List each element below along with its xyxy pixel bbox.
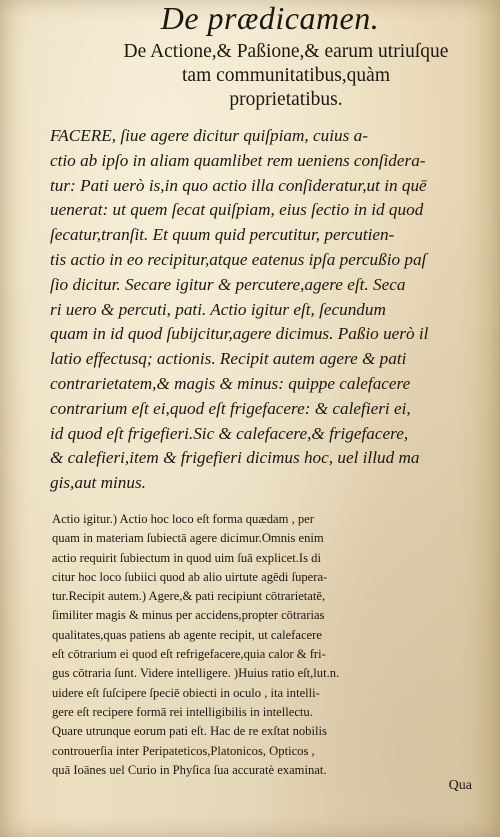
text-line: ri uero & percuti, pati. Actio igitur eſt, ſecundum [50,299,386,319]
commentary-line: qualitates,quas patiens ab agente recipit, ut calefacere [52,627,322,642]
text-line: ctio ab ipſo in aliam quamlibet rem ueniens conſidera- [50,150,426,170]
text-line: ſio dicitur. Secare igitur & percutere,agere eſt. Seca [50,274,406,294]
text-line: contrarium eſt ei,quod eſt frigefacere: & calefieri ei, [50,398,411,418]
running-head [0,0,500,36]
section-title-line: tam communitatibus,quàm [182,65,390,86]
commentary-line: controuerſia inter Peripateticos,Platonicos, Opticos , [52,743,315,758]
commentary-line: Actio igitur.) Actio hoc loco eſt forma quædam , per [52,512,314,526]
section-title-line: De Actione,& Paßione,& earum utriuſque [123,41,449,62]
commentary [52,510,482,780]
text-line: uenerat: ut quem ſecat quiſpiam, eius ſectio in id quod [50,200,424,220]
commentary-line: gus cōtraria ſunt. Videre intelligere. )Huius ratio eſt,lut.n. [52,666,340,681]
commentary-line: tur.Recipit autem.) Agere,& pati recipiunt cōtrarietatē, [52,589,326,604]
commentary-line: eſt cōtrarium ei quod eſt refrigefacere,quia calor & fri- [52,647,326,662]
text-line: contrarietatem,& magis & minus: quippe calefacere [50,373,411,393]
commentary-line: actio requirit ſubiectum in quod uim ſuā explicet.Is di [52,550,321,565]
section-title [90,40,482,112]
text-line: & calefieri,item & frigefieri dicimus hoc, uel illud ma [50,448,420,468]
catchword: Qua [448,778,472,793]
text-line: id quod eſt frigefieri.Sic & calefacere,& frigefacere, [50,423,409,443]
commentary-line: Quare utrunque eorum pati eſt. Hac de re exſtat nobilis [52,724,327,739]
commentary-line: ſimiliter magis & minus per accidens,propter cōtrarias [52,608,325,623]
text-line: tur: Pati uerò is,in quo actio illa conſideratur,ut in quē [50,175,427,195]
text-line: FACERE, ſiue agere dicitur quiſpiam, cuius a- [50,126,368,145]
commentary-line: uidere eſt ſuſcipere ſpeciē obiecti in oculo , ita intelli- [52,685,320,700]
main-text [50,124,482,496]
commentary-line: citur hoc loco ſubiici quod ab alio uirtute agēdi ſupera- [52,569,328,584]
commentary-line: gere eſt recipere formā rei intelligibilis in intellectu. [52,704,313,719]
text-line: latio effectusq; actionis. Recipit autem agere & pati [50,349,407,369]
text-line: ſecatur,tranſit. Et quum quid percutitur, percutien- [50,225,395,245]
running-head-text: De prædicamen. [160,0,380,36]
commentary-line: quā Ioānes uel Curio in Phyſica ſua accuratè examinat. [52,762,327,777]
section-title-line: proprietatibus. [229,89,343,110]
text-line: quam in id quod ſubijcitur,agere dicimus. Paßio uerò il [50,324,429,344]
commentary-line: quam in materiam ſubiectā agere dicimur.Omnis enim [52,531,324,546]
text-line: tis actio in eo recipitur,atque eatenus ipſa percußio paſ [50,249,427,269]
text-line: gis,aut minus. [50,473,146,493]
